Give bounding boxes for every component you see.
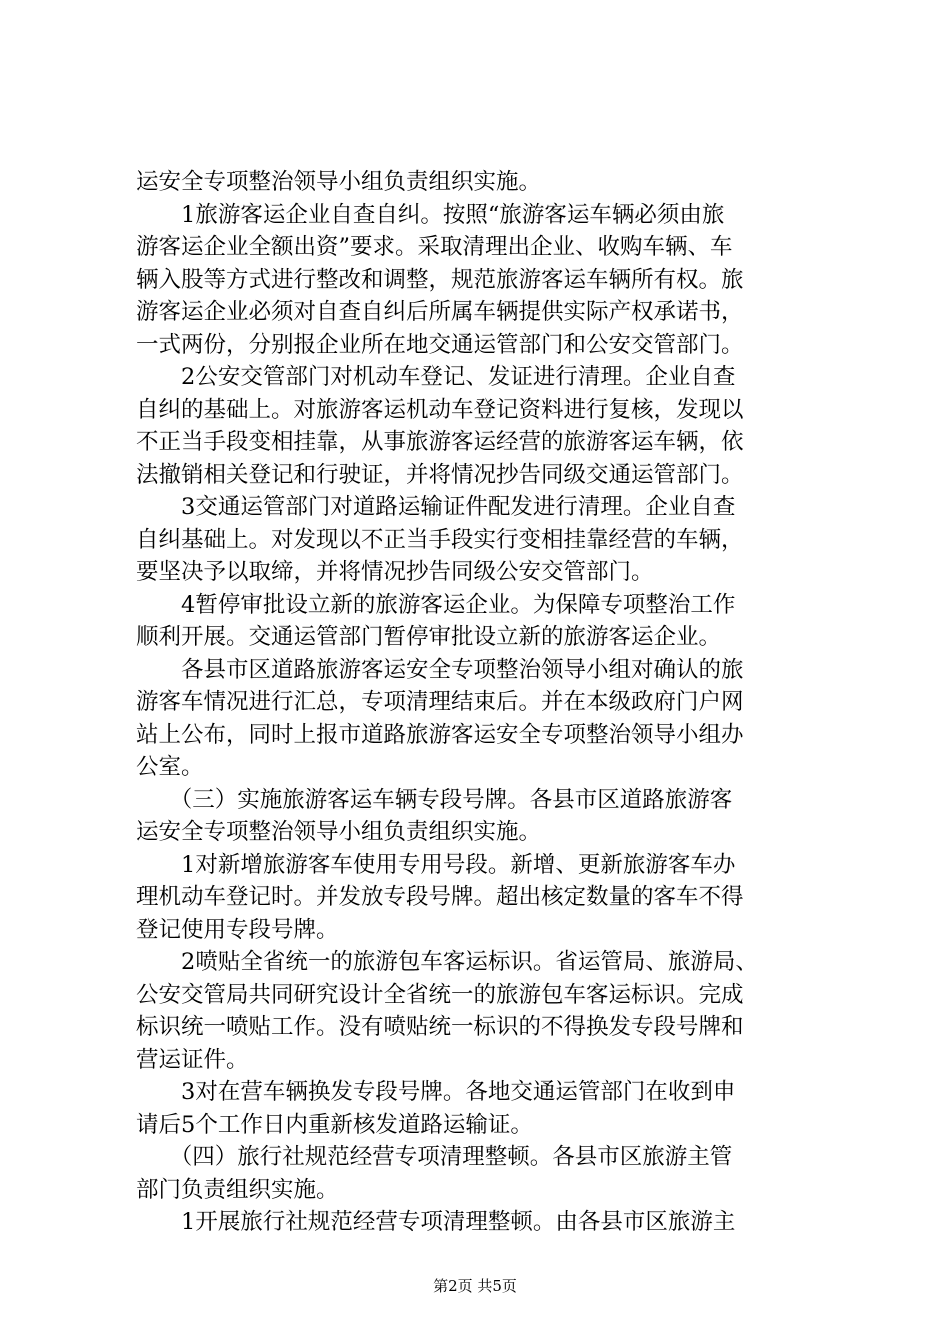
- text-line: 法撤销相关登记和行驶证，并将情况抄告同级交通运管部门。: [136, 461, 744, 488]
- text-line: 自纠的基础上。对旅游客运机动车登记资料进行复核，发现以: [136, 396, 744, 423]
- text-line: 2公安交管部门对机动车登记、发证进行清理。企业自查: [136, 364, 736, 390]
- text-line: 标识统一喷贴工作。没有喷贴统一标识的不得换发专段号牌和: [136, 1014, 744, 1040]
- text-line: 自纠基础上。对发现以不正当手段实行变相挂靠经营的车辆，: [136, 526, 744, 553]
- text-line: 理机动车登记时。并发放专段号牌。超出核定数量的客车不得: [136, 884, 744, 910]
- text-line: 各县市区道路旅游客运安全专项整治领导小组对确认的旅: [136, 656, 744, 683]
- text-line: 登记使用专段号牌。: [136, 916, 339, 943]
- text-line: 站上公布，同时上报市道路旅游客运安全专项整治领导小组办: [136, 721, 744, 748]
- text-line: 公安交管局共同研究设计全省统一的旅游包车客运标识。完成: [136, 981, 744, 1008]
- document-body: [136, 166, 836, 1239]
- text-line: 1旅游客运企业自查自纠。按照“旅游客运车辆必须由旅: [136, 201, 725, 228]
- text-line: 3交通运管部门对道路运输证件配发进行清理。企业自查: [136, 494, 736, 520]
- text-line: 运安全专项整治领导小组负责组织实施。: [136, 169, 542, 195]
- text-line: 要坚决予以取缔，并将情况抄告同级公安交管部门。: [136, 559, 654, 585]
- page-number-footer: 第2页 共5页: [433, 1277, 517, 1295]
- text-line: 游客车情况进行汇总，专项清理结束后。并在本级政府门户网: [136, 689, 744, 715]
- text-line: 游客运企业必须对自查自纠后所属车辆提供实际产权承诺书，: [136, 299, 744, 325]
- text-line: 游客运企业全额出资”要求。采取清理出企业、收购车辆、车: [136, 234, 733, 260]
- text-line: 营运证件。: [136, 1046, 249, 1073]
- text-line: 部门负责组织实施。: [136, 1176, 339, 1203]
- text-line: 请后5个工作日内重新核发道路运输证。: [136, 1111, 533, 1138]
- text-line: 1对新增旅游客车使用专用号段。新增、更新旅游客车办: [136, 851, 736, 878]
- text-line: 运安全专项整治领导小组负责组织实施。: [136, 819, 542, 845]
- text-line: （四）旅行社规范经营专项清理整顿。各县市区旅游主管: [136, 1144, 733, 1170]
- text-line: 顺利开展。交通运管部门暂停审批设立新的旅游客运企业。: [136, 624, 722, 650]
- text-line: 2喷贴全省统一的旅游包车客运标识。省运管局、旅游局、: [136, 949, 758, 975]
- text-line: 辆入股等方式进行整改和调整，规范旅游客运车辆所有权。旅: [136, 266, 744, 293]
- text-line: 不正当手段变相挂靠，从事旅游客运经营的旅游客运车辆，依: [136, 429, 744, 455]
- text-line: （三）实施旅游客运车辆专段号牌。各县市区道路旅游客: [136, 786, 733, 813]
- text-line: 1开展旅行社规范经营专项清理整顿。由各县市区旅游主: [136, 1209, 736, 1235]
- text-line: 公室。: [136, 754, 204, 780]
- text-line: 3对在营车辆换发专段号牌。各地交通运管部门在收到申: [136, 1079, 736, 1105]
- text-line: 4暂停审批设立新的旅游客运企业。为保障专项整治工作: [136, 591, 736, 618]
- text-line: 一式两份，分别报企业所在地交通运管部门和公安交管部门。: [136, 331, 744, 358]
